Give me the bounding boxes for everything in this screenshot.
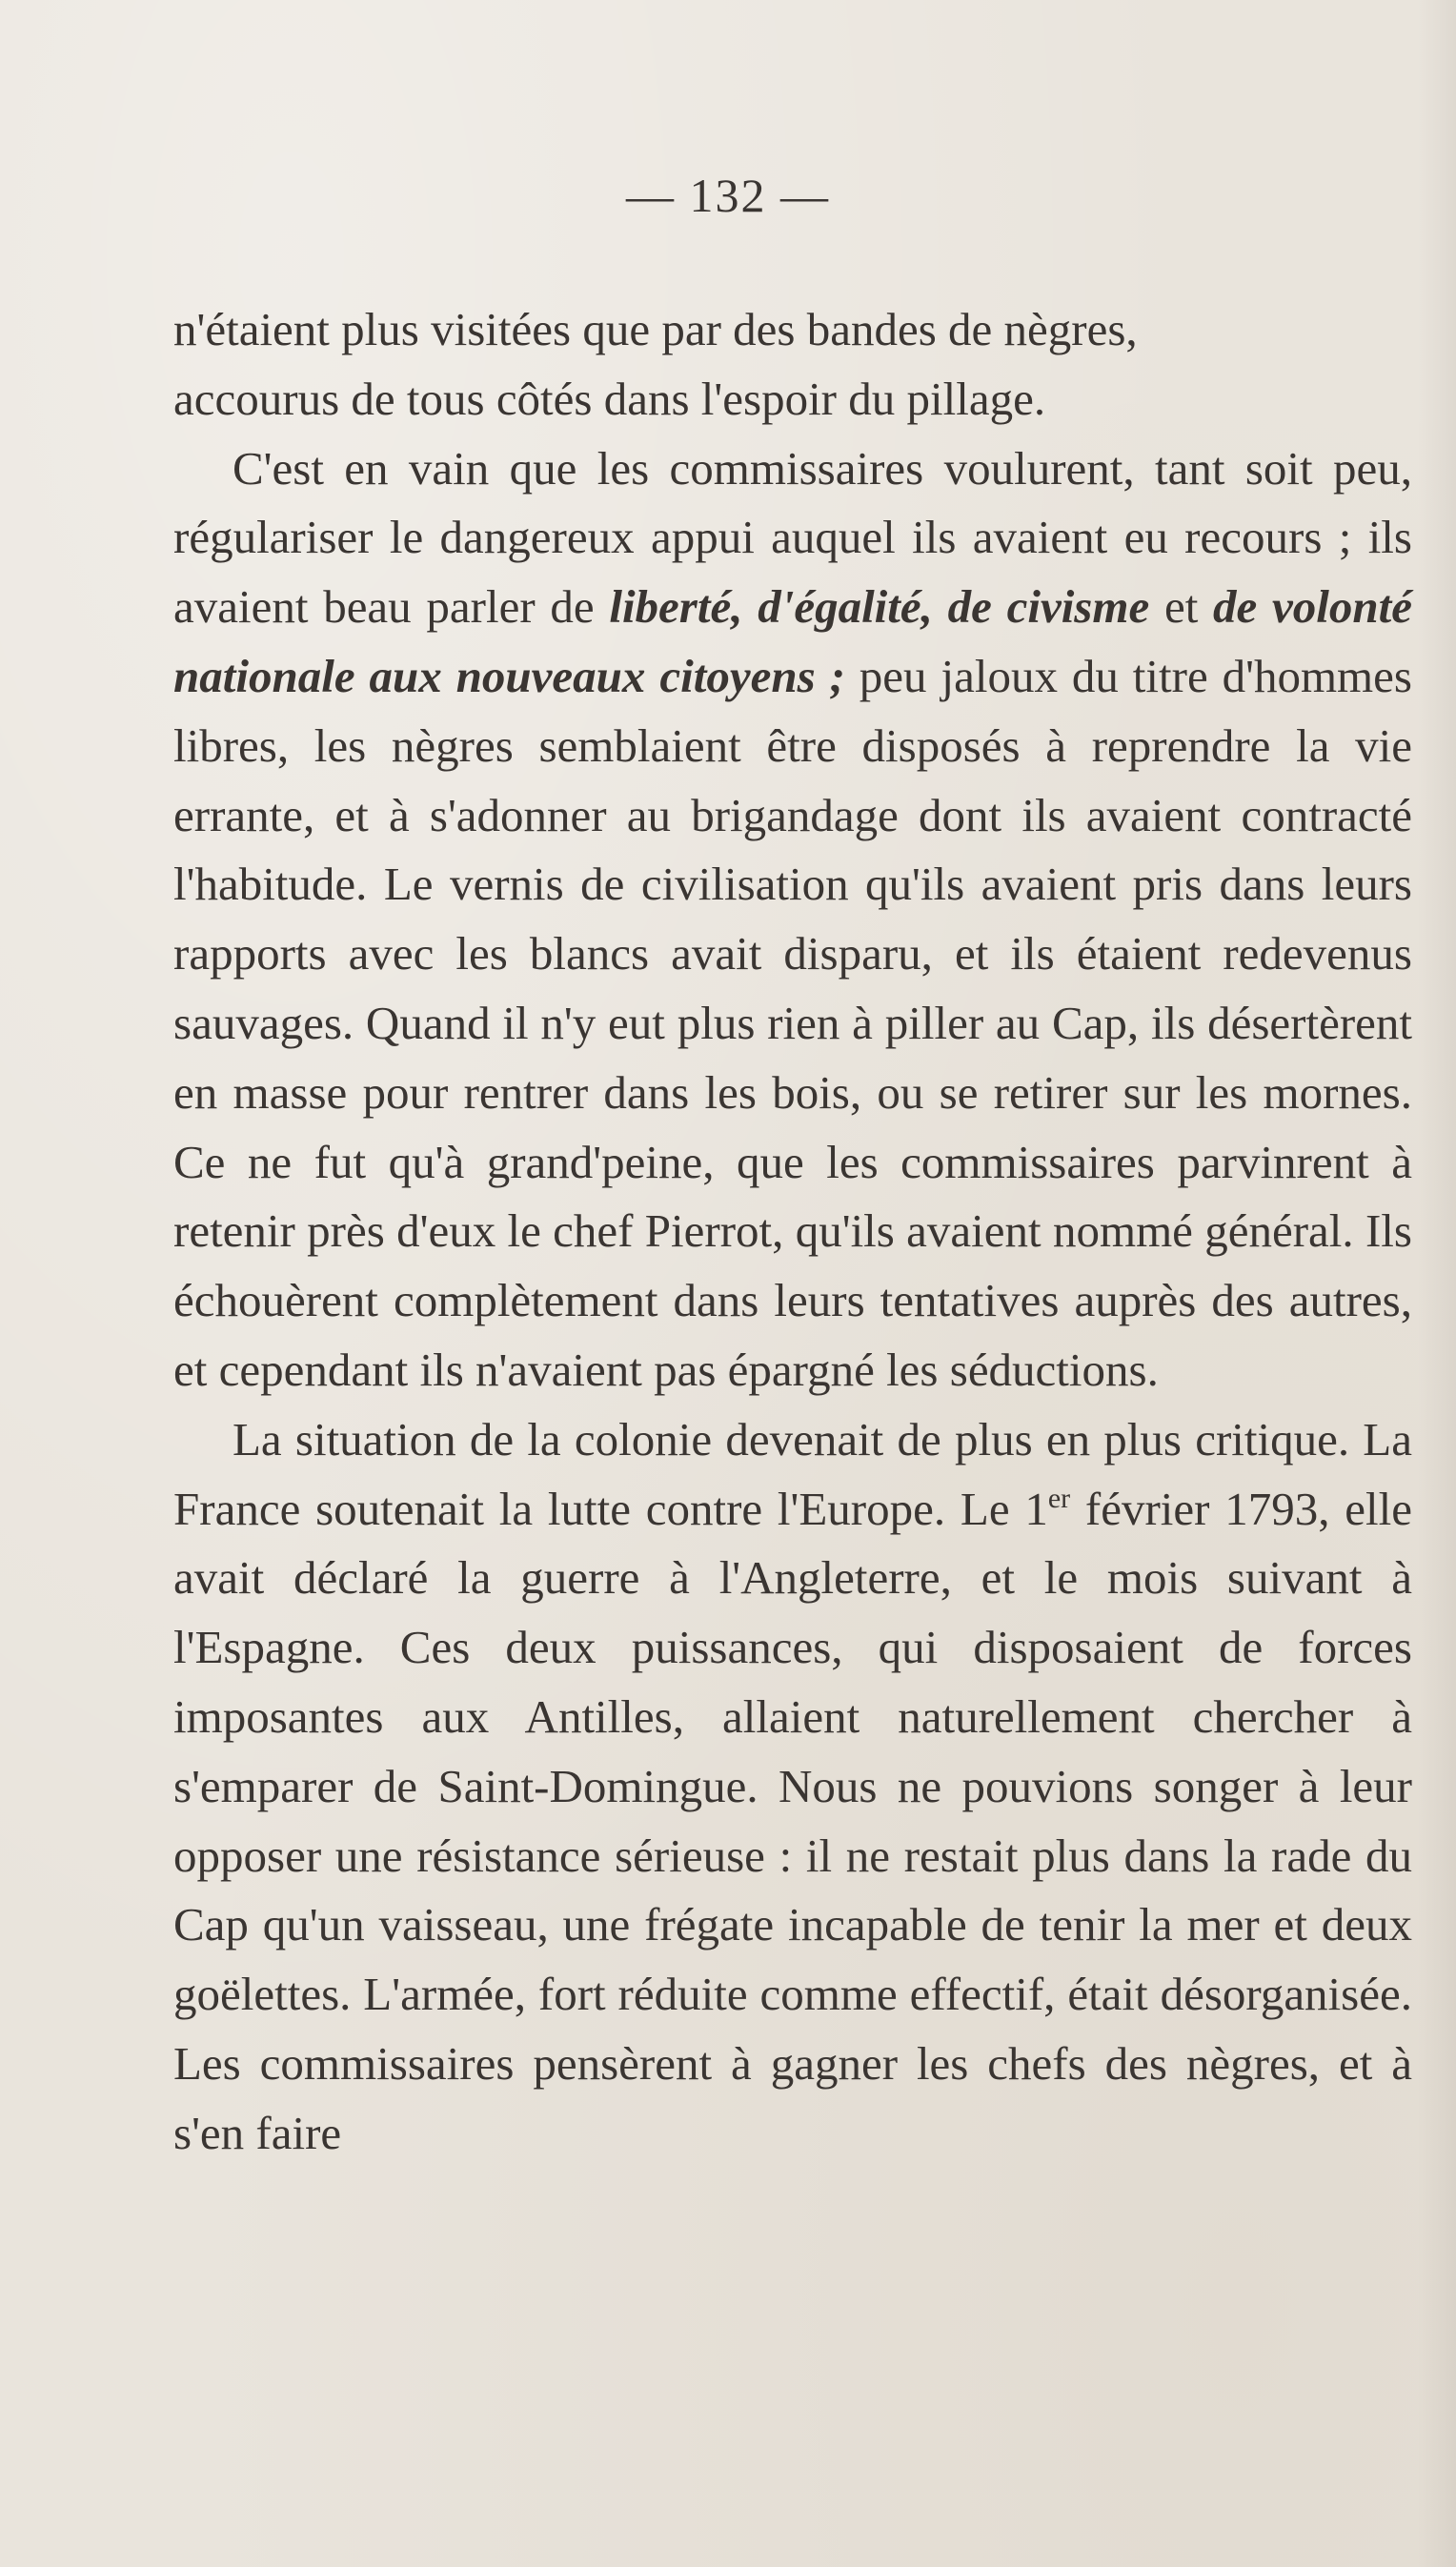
page-number: — 132 — xyxy=(626,169,830,222)
paragraph-2-text-e: peu jaloux du titre d'hommes libres, les nègres semblaient être disposés à reprendre la vie errante, et à s'adonner au brigandage dont ils avaient contracté l'habitude. Le vernis de civilisation qu'ils avaient pris dans leurs rapports avec les blancs avait disparu, et ils étaient redevenus sauvages. Quand il n'y eut plus rien à piller au Cap, ils désertèrent en masse pour rentrer dans les bois, ou se retirer sur les mornes. Ce ne fut qu'à grand'peine, que les commissaires parvinrent à retenir près d'eux le chef Pierrot, qu'ils avaient nommé général. Ils échouèrent complètement dans leurs tentatives auprès des autres, et cependant ils n'avaient pas épargné les séductions. xyxy=(173,649,1412,1396)
paragraph-3-text-b: février 1793, elle avait déclaré la guerre à l'Angleterre, et le mois suivant à l'Espagne. Ces deux puissances, qui disposaient de forces imposantes aux Antilles, allaient naturellement chercher à s'emparer de Saint-Domingue. Nous ne pouvions songer à leur opposer une résistance sérieuse : il ne restait plus dans la rade du Cap qu'un vaisseau, une frégate incapable de tenir la mer et deux goëlettes. L'armée, fort réduite comme effectif, était désorganisée. Les commissaires pensèrent à gagner les chefs des nègres, et à s'en faire xyxy=(173,1482,1412,2159)
page-edge-shadow xyxy=(1418,0,1456,2567)
paragraph-3-text-a: La situation de la colonie devenait de plus en plus critique. La France soutenait la lutte contre l'Europe. Le 1 xyxy=(173,1412,1412,1535)
paragraph-1-line-2: accourus de tous côtés dans l'espoir du pillage. xyxy=(173,372,1046,425)
paragraph-2-text-a: C'est en vain que les commissaires voulurent, tant soit peu, régulariser le dangereux appui auquel ils avaient eu recours ; ils avaient beau parler de xyxy=(173,441,1412,634)
body-text xyxy=(173,295,1412,2169)
paragraph-3 xyxy=(173,1405,1412,2169)
paragraph-2 xyxy=(173,435,1412,1405)
paragraph-3-superscript: er xyxy=(1047,1482,1071,1514)
paragraph-1-line-1: n'étaient plus visitées que par des bandes de nègres, xyxy=(173,303,1138,355)
paragraph-2-italic-b: liberté, d'égalité, de civisme xyxy=(609,580,1150,634)
paragraph-2-italic-d: de volonté nationale aux nouveaux citoyens ; xyxy=(173,580,1412,702)
paragraph-1 xyxy=(173,295,1412,435)
paragraph-2-text-c: et xyxy=(1149,580,1214,634)
